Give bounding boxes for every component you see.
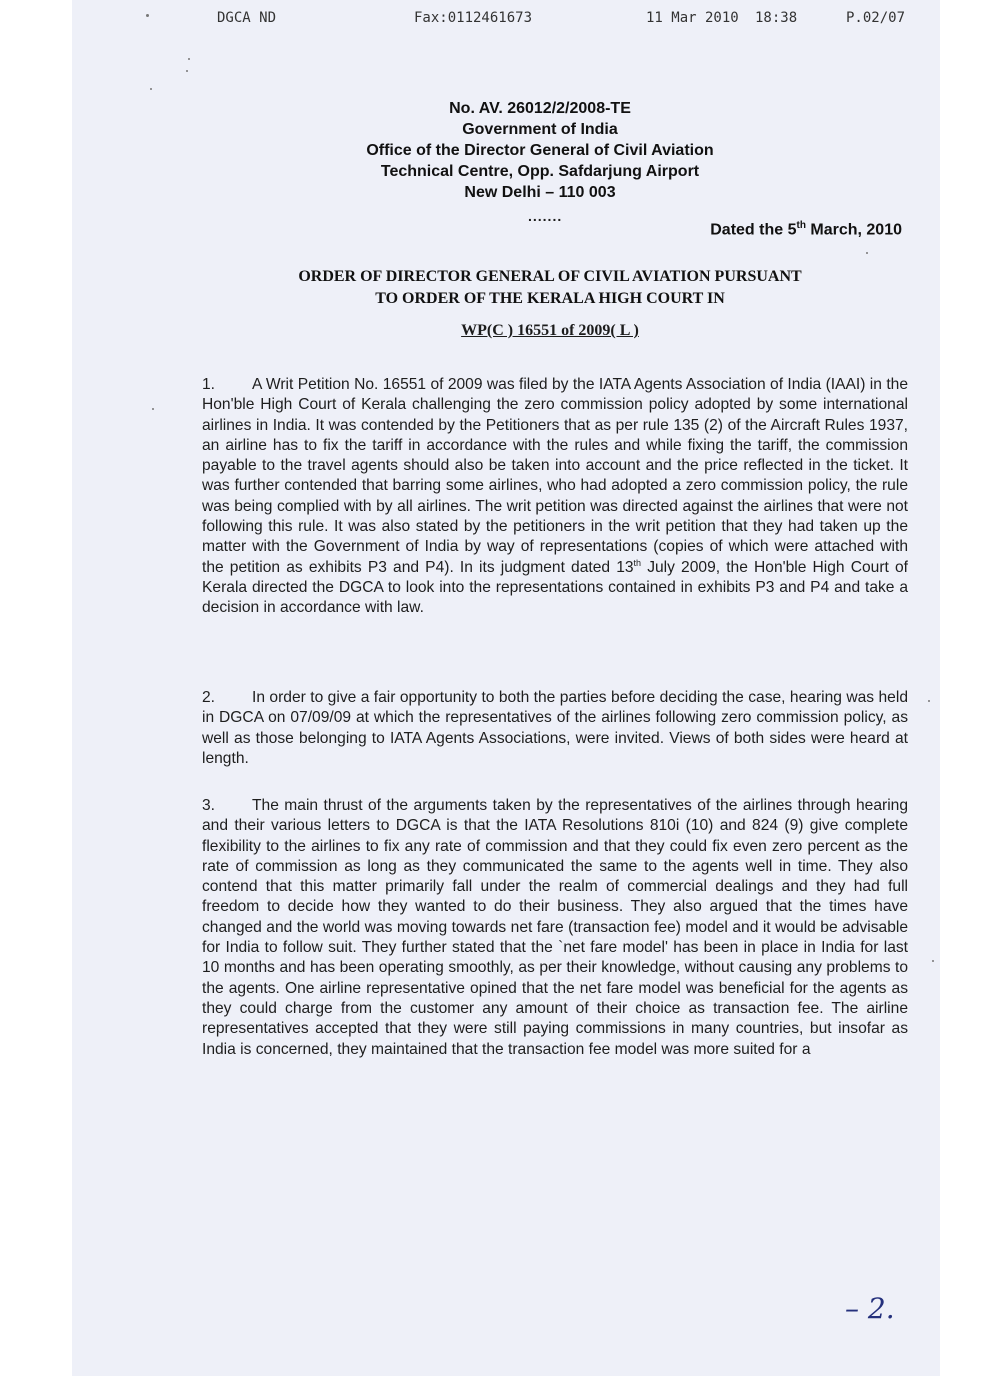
separator-dots: .......: [528, 208, 563, 224]
fax-number: Fax:0112461673: [414, 10, 533, 26]
centre-line: Technical Centre, Opp. Safdarjung Airport: [380, 163, 700, 180]
paragraph-1: 1. A Writ Petition No. 16551 of 2009 was filed by the IATA Agents Association of India (IAAI) in the Hon'ble High Court of Kerala challenging the zero commission policy adopted by some international airlines in India. It was contended by the Petitioners that as per rule 135 (2) of the Aircraft Rules 1937, an airline has to fix the tariff in accordance with the rules and while fixing the tariff, the commission payable to the travel agents should also be taken into account and the price reflected in the ticket. It was further contended that barring some airlines, who had adopted a zero commission policy, the rule was being complied with by all airlines. The writ petition was directed against the airlines that were not following this rule. It was also stated by the petitioners in the writ petition that they had taken up the matter with the Government of India by way of representations (copies of which were attached with the petition as exhibits P3 and P4). In its judgment dated 13th July 2009, the Hon'ble High Court of Kerala directed the DGCA to look into the representations contained in exhibits P3 and P4 and take a decision in accordance with law.: [202, 376, 909, 617]
order-title-line-2: TO ORDER OF THE KERALA HIGH COURT IN: [375, 290, 725, 307]
case-reference: WP(C ) 16551 of 2009( L ): [461, 322, 639, 339]
fax-header: [0, 10, 1000, 30]
fax-page: P.02/07: [846, 10, 906, 26]
order-title: [200, 266, 900, 310]
order-title-line-1: ORDER OF DIRECTOR GENERAL OF CIVIL AVIATION PURSUANT: [298, 268, 802, 285]
paragraph-3: 3. The main thrust of the arguments taken by the representatives of the airlines through hearing and their various letters to DGCA is that the IATA Resolutions 810i (10) and 824 (9) give complete flexibility to the airlines to fix any rate of commission and that they could fix even zero percent as the rate of commission as long as they communicated the same to the agents well in time. They also contend that this matter primarily fall under the realm of commercial dealings and they had full freedom to decide how they wanted to do their business. They also argued that the times have changed and the world was moving towards net fare (transaction fee) model and it would be advisable for India to follow suit. They further stated that the `net fare model' has been in place in India for last 10 months and has been operating smoothly, as per their knowledge, without causing any problems to the agents. One airline representative opined that the net fare model was beneficial for the agents as they could charge from the customer any amount of their choice as transaction fee. The airline representatives accepted that they were still paying commissions in many countries, but insofar as India is concerned, they maintained that the transaction fee model was more suited for a: [202, 797, 908, 1058]
dated-line: Dated the 5th March, 2010: [710, 220, 902, 239]
fax-time: 18:38: [755, 10, 798, 26]
fax-sender: DGCA ND: [217, 10, 277, 26]
paragraph-number: 1.: [202, 376, 216, 393]
reference-number: No. AV. 26012/2/2008-TE: [449, 100, 631, 117]
letterhead: [260, 98, 820, 203]
government-line: Government of India: [462, 121, 618, 138]
paragraph-number: 3.: [202, 797, 216, 814]
paragraph-2: 2. In order to give a fair opportunity to both the parties before deciding the case, hearing was held in DGCA on 07/09/09 at which the representatives of the airlines following zero commission policy, as well as those belonging to IATA Agents Associations, were invited. Views of both sides were heard at length.: [202, 689, 908, 767]
paragraph-number: 2.: [202, 689, 216, 706]
handwritten-page-number: – 2.: [845, 1292, 895, 1325]
city-line: New Delhi – 110 003: [464, 184, 616, 201]
scan-margin: [0, 0, 72, 1376]
office-line: Office of the Director General of Civil Aviation: [366, 142, 714, 159]
fax-date: 11 Mar 2010: [646, 10, 739, 26]
